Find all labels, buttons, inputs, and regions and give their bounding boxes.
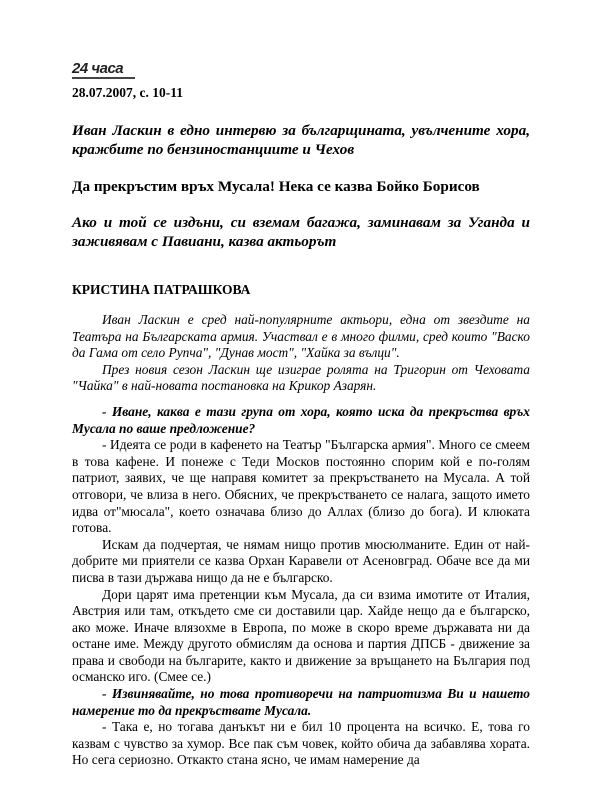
publication-logo — [72, 60, 123, 80]
author-byline: КРИСТИНА ПАТРАШКОВА — [72, 282, 251, 297]
tertiary-headline: Ако и той се издъни, си вземам багажа, заминавам за Уганда и заживявам с Павиани, казва актьорът — [72, 214, 530, 250]
secondary-headline: Да прекръстим връх Мусала! Нека се казва Бойко Борисов — [72, 178, 480, 195]
article-body — [72, 312, 530, 769]
interview-question: - Иване, каква е тази група от хора, която иска да прекръства връх Мусала по ваше предложение? — [72, 403, 530, 436]
lead-paragraph: Иван Ласкин е сред най-популярните актьори, една от звездите на Театъра на Българската армия. Участвал е в много филми, сред които "Васко да Гама от село Рупча", "Дунав мост", "Хайка за вълци". — [72, 312, 530, 361]
interview-answer: Дори царят има претенции към Мусала, да си взима имотите от Италия, Австрия или там, откъдето сме си доставили цар. Хайде нещо да е българско, ако може. Иначе влязохме в Европа, по може в скоро време държавата ни да остане име. Между другото обмислям да основа и партия ДПСБ - движение за права и свободи на българите, както и движение за връщането на България под османско иго. (Смее се.) — [72, 586, 530, 685]
lead-paragraph: През новия сезон Ласкин ще изиграе ролята на Тригорин от Чеховата "Чайка" в най-новата постановка на Крикор Азарян. — [72, 361, 530, 394]
interview-answer: Искам да подчертая, че нямам нищо против мюсюлманите. Един от най-добрите ми приятели се казва Орхан Каравели от Асеновград. Обаче все да ми писва в тази държава нищо да не е българско. — [72, 536, 530, 585]
main-headline: Иван Ласкин в едно интервю за българщината, увълчените хора, кражбите по бензиностанциите и Чехов — [72, 122, 530, 158]
logo-underline — [72, 77, 135, 79]
publication-name: 24 часа — [72, 60, 124, 77]
publication-date-pages: 28.07.2007, с. 10-11 — [72, 85, 183, 100]
article-page — [72, 60, 530, 769]
interview-answer: - Така е, но тогава данъкът ни е бил 10 процента на всичко. Е, това го казвам с чувство за хумор. Все пак съм човек, който обича да забавлява хората. Но сега сериозно. Откакто стана ясно, че имам намерение да — [72, 719, 530, 768]
interview-question: - Извинявайте, но това противоречи на патриотизма Ви и нашето намерение то да прекръствате Мусала. — [72, 686, 530, 718]
interview-answer: - Идеята се роди в кафенето на Театър "Българска армия". Много се смеем в това кафене. И понеже с Теди Москов постоянно спорим кой е по-голям патриот, заявих, че ще направя комитет за прекръстването на Мусала. А той отговори, че влиза в него. Обясних, че прекръстването се налага, защото името идва от"мюсала", което означава близо до Аллах (близо до бога). И клюката готова. — [72, 437, 530, 536]
